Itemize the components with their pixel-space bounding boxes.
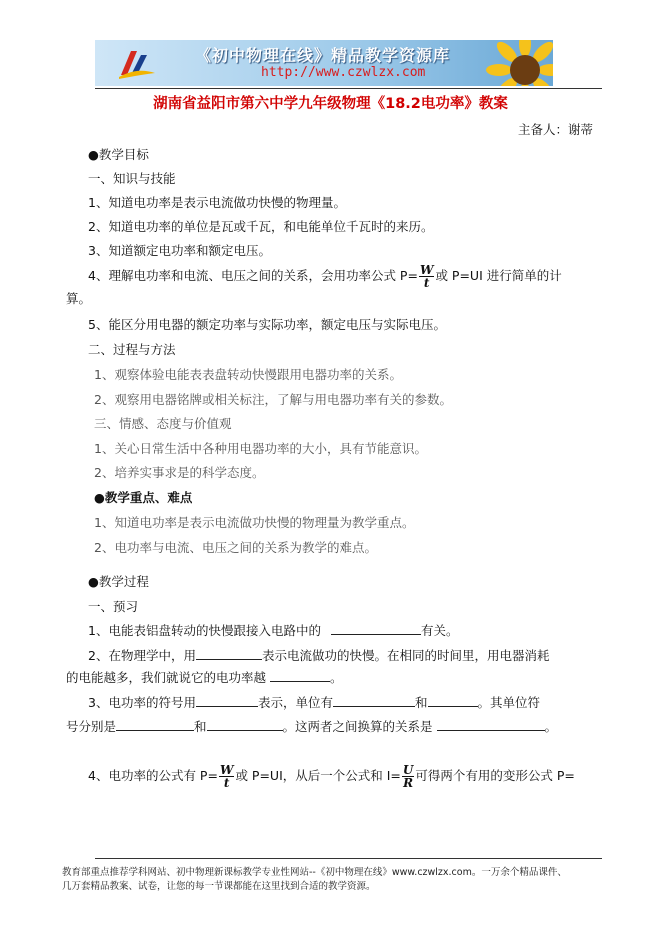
question-1: 1、电能表铝盘转动的快慢跟接入电路中的 有关。 [88, 623, 459, 638]
emotion-heading: 三、情感、态度与价值观 [94, 416, 232, 431]
fraction-u-over-r: $\frac{U}{R}$ [402, 763, 414, 790]
goals-heading: ●教学目标 [88, 147, 149, 162]
answer-blank[interactable] [207, 719, 283, 731]
emotion-item-2: 2、培养实事求是的科学态度。 [94, 465, 265, 480]
key-points-heading: ●教学重点、难点 [94, 490, 193, 505]
k4-text-post: 或 P=UI 进行简单的计 [435, 268, 562, 283]
knowledge-item-3: 3、知道额定电功率和额定电压。 [88, 243, 271, 258]
footer-line-2: 几万套精品教案、试卷，让您的每一节课都能在这里找到合适的教学资源。 [62, 881, 376, 892]
sunflower-icon [485, 40, 553, 86]
footer-line-1: 教育部重点推荐学科网站、初中物理新课标教学专业性网站--《初中物理在线》www.czwlzx.com。一万余个精品课件、 [62, 867, 567, 878]
process-item-1: 1、观察体验电能表表盘转动快慢跟用电器功率的关系。 [94, 367, 402, 382]
question-3-cont: 号分别是 和 。这两者之间换算的关系是 。 [66, 719, 558, 734]
document-title: 湖南省益阳市第六中学九年级物理《18.2电功率》教案 [153, 96, 508, 112]
fraction-w-over-t: $\frac{W}{t}$ [219, 763, 234, 790]
knowledge-item-5: 5、能区分用电器的额定功率与实际功率，额定电压与实际电压。 [88, 317, 446, 332]
process-heading: 二、过程与方法 [88, 342, 176, 357]
question-4: 4、电功率的公式有 P= $\frac{W}{t}$ 或 P=UI，从后一个公式和 I= $\frac{U}{R}$ 可得两个有用的变形公式 P= [88, 763, 575, 790]
answer-blank[interactable] [196, 648, 262, 660]
logo-icon [117, 45, 157, 81]
author-label: 主备人：谢蒂 [517, 122, 593, 137]
k4-text-pre: 4、理解电功率和电流、电压之间的关系，会用功率公式 P= [88, 268, 418, 283]
answer-blank[interactable] [428, 695, 478, 707]
key-point-1: 1、知道电功率是表示电流做功快慢的物理量为教学重点。 [94, 515, 415, 530]
answer-blank[interactable] [116, 719, 194, 731]
knowledge-item-2: 2、知道电功率的单位是瓦或千瓦，和电能单位千瓦时的来历。 [88, 219, 434, 234]
banner-title: 《初中物理在线》精品教学资源库 [195, 46, 451, 65]
knowledge-item-4 [88, 264, 562, 289]
knowledge-item-4-cont: 算。 [66, 291, 92, 306]
answer-blank[interactable] [333, 695, 415, 707]
footer-rule [95, 858, 602, 859]
knowledge-heading: 一、知识与技能 [88, 171, 176, 186]
header-rule [95, 88, 602, 89]
question-3: 3、电功率的符号用 表示，单位有 和 。其单位符 [88, 695, 541, 710]
question-2: 2、在物理学中，用 表示电流做功的快慢。在相同的时间里，用电器消耗 [88, 648, 550, 663]
process-item-2: 2、观察用电器铭牌或相关标注，了解与用电器功率有关的参数。 [94, 392, 452, 407]
teaching-process-heading: ●教学过程 [88, 574, 149, 589]
header-banner [95, 40, 553, 86]
answer-blank[interactable] [331, 623, 421, 635]
preview-heading: 一、预习 [88, 599, 139, 614]
answer-blank[interactable] [437, 719, 545, 731]
answer-blank[interactable] [196, 695, 258, 707]
key-point-2: 2、电功率与电流、电压之间的关系为教学的难点。 [94, 540, 377, 555]
banner-url[interactable]: http://www.czwlzx.com [261, 65, 426, 80]
knowledge-item-1: 1、知道电功率是表示电流做功快慢的物理量。 [88, 195, 346, 210]
question-2-cont: 的电能越多，我们就说它的电功率越 。 [66, 670, 343, 685]
fraction-w-over-t: $\frac{W}{t}$ [419, 263, 434, 290]
answer-blank[interactable] [270, 670, 330, 682]
emotion-item-1: 1、关心日常生活中各种用电器功率的大小，具有节能意识。 [94, 441, 427, 456]
